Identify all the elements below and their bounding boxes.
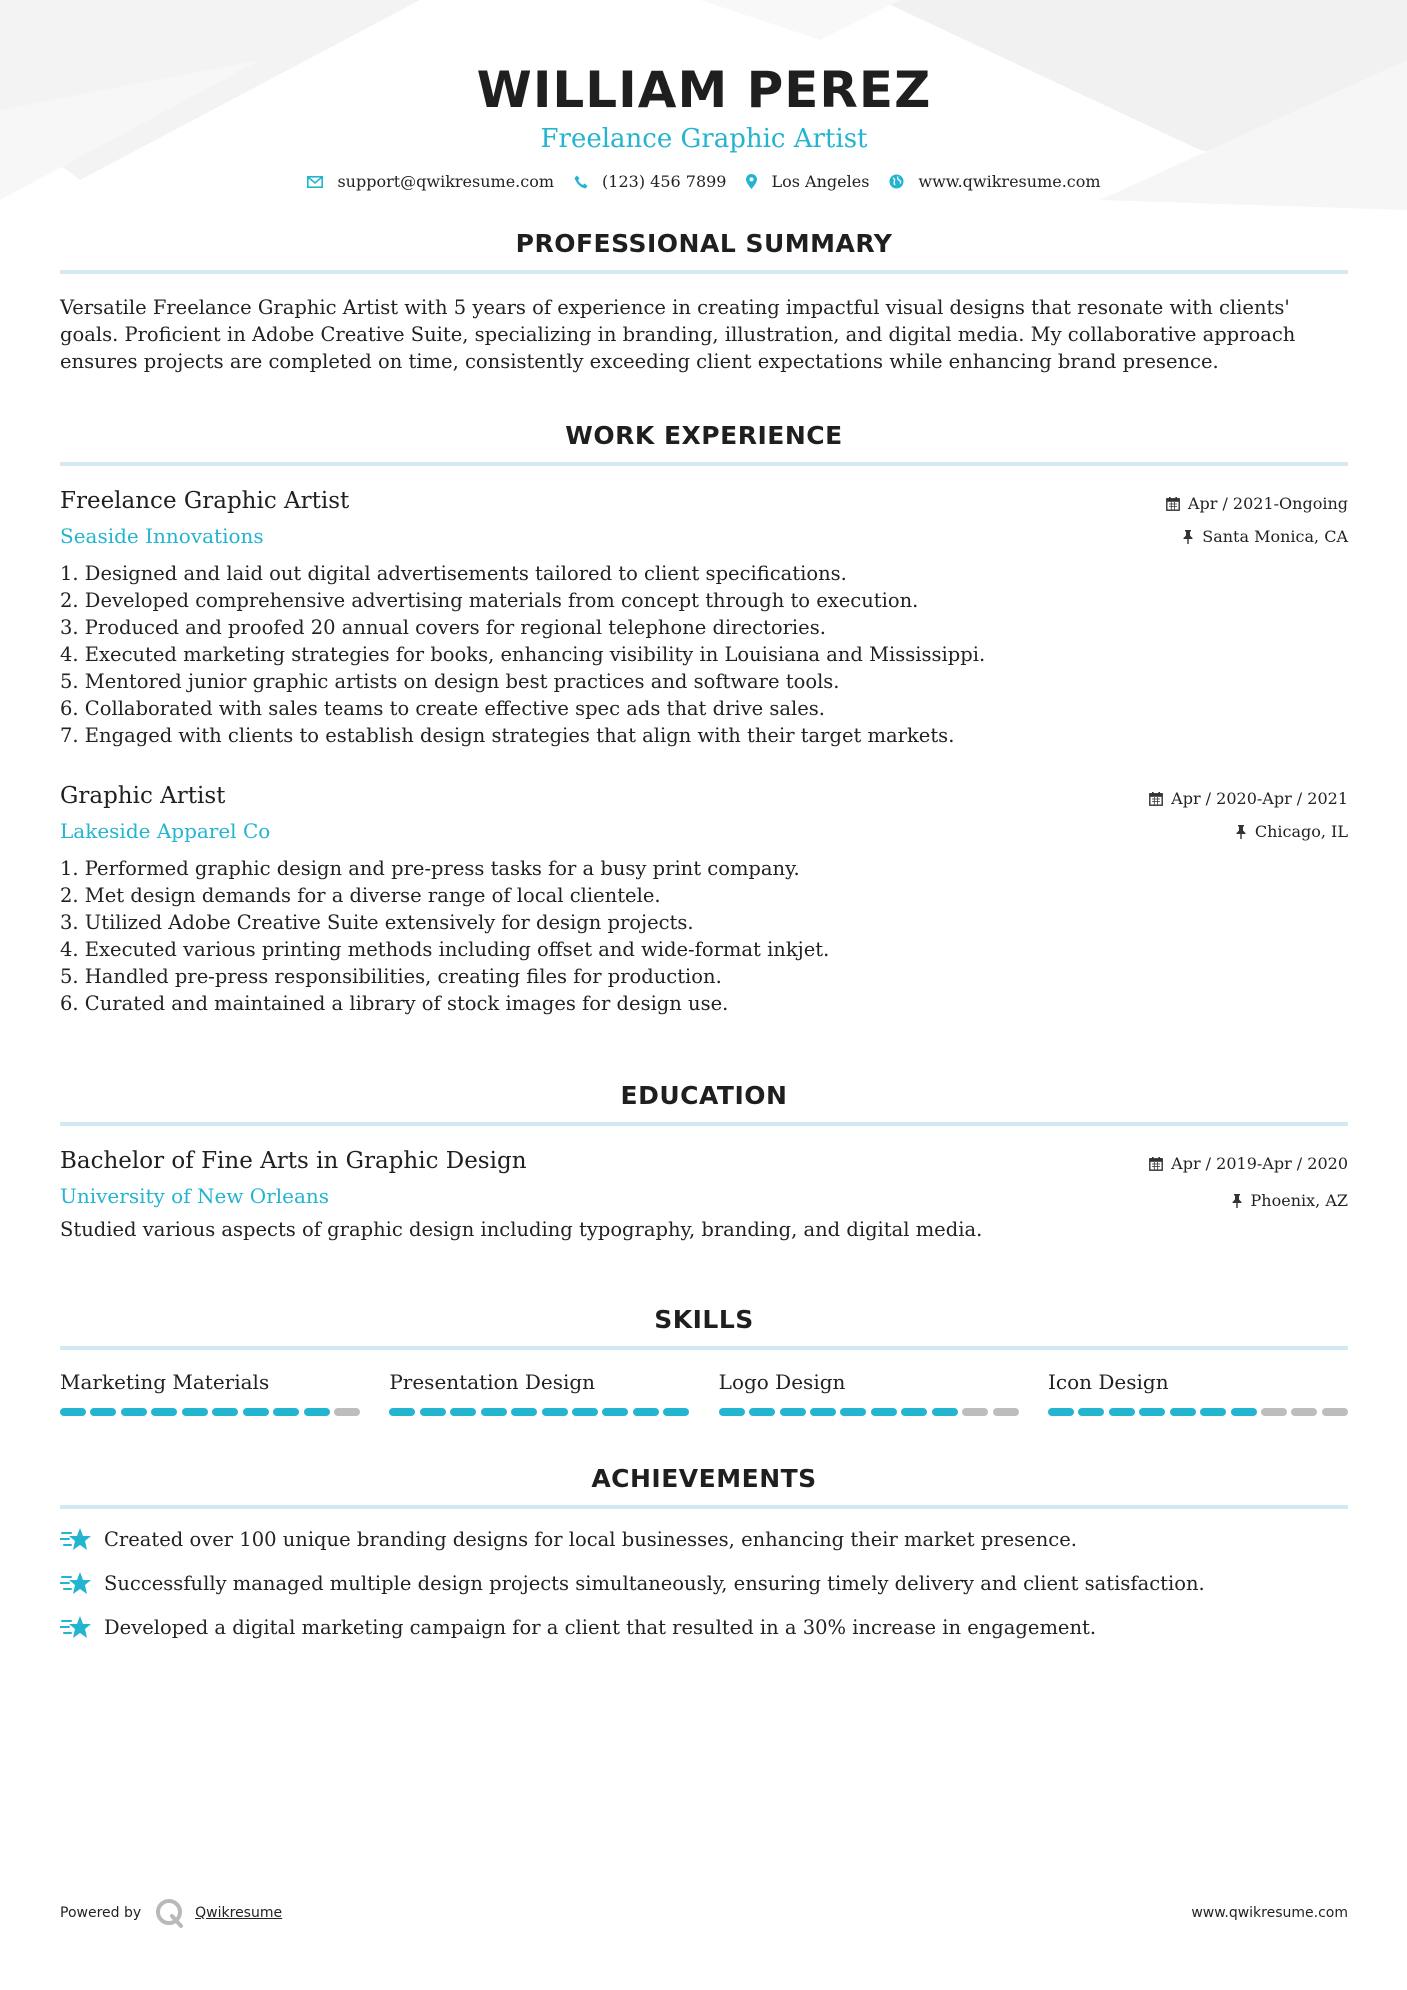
job-dates: Apr / 2021-Ongoing [1187,494,1348,513]
skill-name: Logo Design [718,1370,846,1394]
contact-website[interactable] [889,172,1100,191]
job-title: Graphic Artist [60,783,226,809]
resume-header [60,0,1348,191]
skill-item [1048,1370,1348,1416]
skill-segment-filled [840,1408,866,1416]
experience-heading: WORK EXPERIENCE [565,421,843,450]
skill-segment-filled [420,1408,446,1416]
skill-level-bar [60,1408,360,1416]
achievement-item [60,1613,1348,1641]
skill-segment-filled [90,1408,116,1416]
education-meta [1149,1148,1348,1210]
skills-list [60,1370,1348,1416]
summary-section [60,229,1348,375]
skill-segment-filled [871,1408,897,1416]
skill-segment-filled [1200,1408,1226,1416]
list-item: 4. Executed marketing strategies for books, enhancing visibility in Louisiana and Mississippi. [60,643,986,666]
pushpin-icon [1231,1194,1243,1208]
skill-segment-empty [334,1408,360,1416]
school-name: University of New Orleans [60,1184,330,1208]
skill-name: Presentation Design [389,1370,596,1394]
list-item: 2. Met design demands for a diverse range of local clientele. [60,884,661,907]
education-section [60,1081,1348,1241]
shooting-star-icon [60,1569,92,1597]
skill-level-bar [719,1408,1019,1416]
summary-text: Versatile Freelance Graphic Artist with 5 years of experience in creating impactful visual designs that resonate with clients' goals. Proficient in Adobe Creative Suite, specializing in branding, illustration, and digital media. My collaborative approach ensures projects are completed on time, consistently exceeding client expectations while enhancing brand presence. [60,296,1296,373]
resume-page [60,0,1348,1641]
skill-item [389,1370,689,1416]
skill-segment-filled [389,1408,415,1416]
education-description: Studied various aspects of graphic design including typography, branding, and digital media. [60,1218,983,1241]
skill-segment-filled [1170,1408,1196,1416]
degree-title: Bachelor of Fine Arts in Graphic Design [60,1148,527,1174]
section-divider [60,1505,1348,1509]
skills-section [60,1305,1348,1416]
job-title: Freelance Graphic Artist [60,488,350,514]
education-heading: EDUCATION [620,1081,788,1110]
list-item: 6. Collaborated with sales teams to create effective spec ads that drive sales. [60,697,825,720]
skill-name: Icon Design [1047,1370,1169,1394]
qwikresume-link[interactable]: Qwikresume [195,1905,283,1921]
skill-segment-filled [633,1408,659,1416]
skill-segment-filled [481,1408,507,1416]
skill-segment-empty [962,1408,988,1416]
skill-item [60,1370,360,1416]
skill-segment-filled [932,1408,958,1416]
list-item: 3. Produced and proofed 20 annual covers for regional telephone directories. [60,616,826,639]
job-entry [60,783,1348,1017]
skill-segment-filled [719,1408,745,1416]
list-item: 3. Utilized Adobe Creative Suite extensively for design projects. [60,911,694,934]
achievement-text: Successfully managed multiple design projects simultaneously, ensuring timely delivery and client satisfaction. [104,1571,1205,1595]
email-text: support@qwikresume.com [337,172,555,191]
list-item: 5. Handled pre-press responsibilities, creating files for production. [60,965,722,988]
skill-level-bar [1048,1408,1348,1416]
skill-segment-filled [243,1408,269,1416]
education-location: Phoenix, AZ [1250,1191,1348,1210]
skill-segment-filled [1231,1408,1257,1416]
skill-segment-filled [304,1408,330,1416]
skill-name: Marketing Materials [60,1370,270,1394]
phone-icon [574,175,588,189]
footer-website[interactable]: www.qwikresume.com [1191,1905,1348,1921]
pushpin-icon [1235,825,1247,839]
phone-text: (123) 456 7899 [602,172,727,191]
job-location: Santa Monica, CA [1202,527,1348,546]
job-meta [1166,488,1348,546]
calendar-icon [1149,792,1163,806]
skill-segment-filled [511,1408,537,1416]
calendar-icon [1149,1157,1163,1171]
skill-segment-filled [749,1408,775,1416]
job-meta [1149,783,1348,841]
education-entry [60,1148,1348,1241]
section-divider [60,1122,1348,1126]
skill-level-bar [389,1408,689,1416]
skill-segment-filled [602,1408,628,1416]
skill-segment-filled [151,1408,177,1416]
section-divider [60,1346,1348,1350]
skill-segment-filled [780,1408,806,1416]
achievements-heading: ACHIEVEMENTS [591,1464,817,1493]
skill-segment-filled [572,1408,598,1416]
candidate-title: Freelance Graphic Artist [540,124,868,154]
page-footer [60,1898,1348,1928]
powered-by [60,1898,282,1928]
achievement-item [60,1525,1348,1553]
skill-segment-filled [1048,1408,1074,1416]
achievements-section [60,1464,1348,1641]
achievement-item [60,1569,1348,1597]
section-divider [60,462,1348,466]
skill-segment-filled [60,1408,86,1416]
skill-segment-filled [901,1408,927,1416]
website-text: www.qwikresume.com [918,172,1101,191]
contact-phone[interactable] [574,172,726,191]
skill-item [719,1370,1019,1416]
contact-email[interactable] [307,172,554,191]
job-company: Seaside Innovations [60,524,264,548]
achievement-text: Created over 100 unique branding designs for local businesses, enhancing their market presence. [104,1527,1077,1551]
skill-segment-filled [663,1408,689,1416]
skill-segment-filled [542,1408,568,1416]
calendar-icon [1166,497,1180,511]
location-text: Los Angeles [771,172,870,191]
skill-segment-filled [1078,1408,1104,1416]
skill-segment-filled [1109,1408,1135,1416]
skill-segment-empty [1322,1408,1348,1416]
list-item: 5. Mentored junior graphic artists on design best practices and software tools. [60,670,840,693]
job-dates: Apr / 2020-Apr / 2021 [1171,789,1348,808]
job-bullets [60,560,1348,749]
envelope-icon [307,176,323,188]
contact-bar [60,172,1348,191]
job-bullets [60,855,1348,1017]
skill-segment-filled [810,1408,836,1416]
skill-segment-empty [1261,1408,1287,1416]
list-item: 6. Curated and maintained a library of stock images for design use. [60,992,729,1015]
skill-segment-filled [450,1408,476,1416]
candidate-name: WILLIAM PEREZ [476,61,932,119]
summary-heading: PROFESSIONAL SUMMARY [515,229,893,258]
education-dates: Apr / 2019-Apr / 2020 [1171,1154,1348,1173]
skills-heading: SKILLS [654,1305,754,1334]
experience-section [60,421,1348,1017]
pushpin-icon [1182,530,1194,544]
list-item: 7. Engaged with clients to establish design strategies that align with their target markets. [60,724,955,747]
skill-segment-filled [182,1408,208,1416]
skill-segment-empty [1291,1408,1317,1416]
list-item: 2. Developed comprehensive advertising materials from concept through to execution. [60,589,919,612]
skill-segment-filled [121,1408,147,1416]
qwikresume-logo-icon [155,1898,185,1928]
shooting-star-icon [60,1613,92,1641]
skill-segment-filled [212,1408,238,1416]
achievement-text: Developed a digital marketing campaign for a client that resulted in a 30% increase in engagement. [104,1615,1097,1639]
section-divider [60,270,1348,274]
skill-segment-filled [273,1408,299,1416]
skill-segment-filled [1139,1408,1165,1416]
job-entry [60,488,1348,749]
list-item: 1. Performed graphic design and pre-press tasks for a busy print company. [60,857,800,880]
contact-location [746,172,869,191]
globe-icon [889,174,904,189]
job-location: Chicago, IL [1254,822,1348,841]
list-item: 4. Executed various printing methods including offset and wide-format inkjet. [60,938,830,961]
powered-by-label: Powered by [60,1905,142,1921]
shooting-star-icon [60,1525,92,1553]
skill-segment-empty [993,1408,1019,1416]
map-pin-icon [746,174,757,189]
list-item: 1. Designed and laid out digital advertisements tailored to client specifications. [60,562,847,585]
job-company: Lakeside Apparel Co [60,819,271,843]
